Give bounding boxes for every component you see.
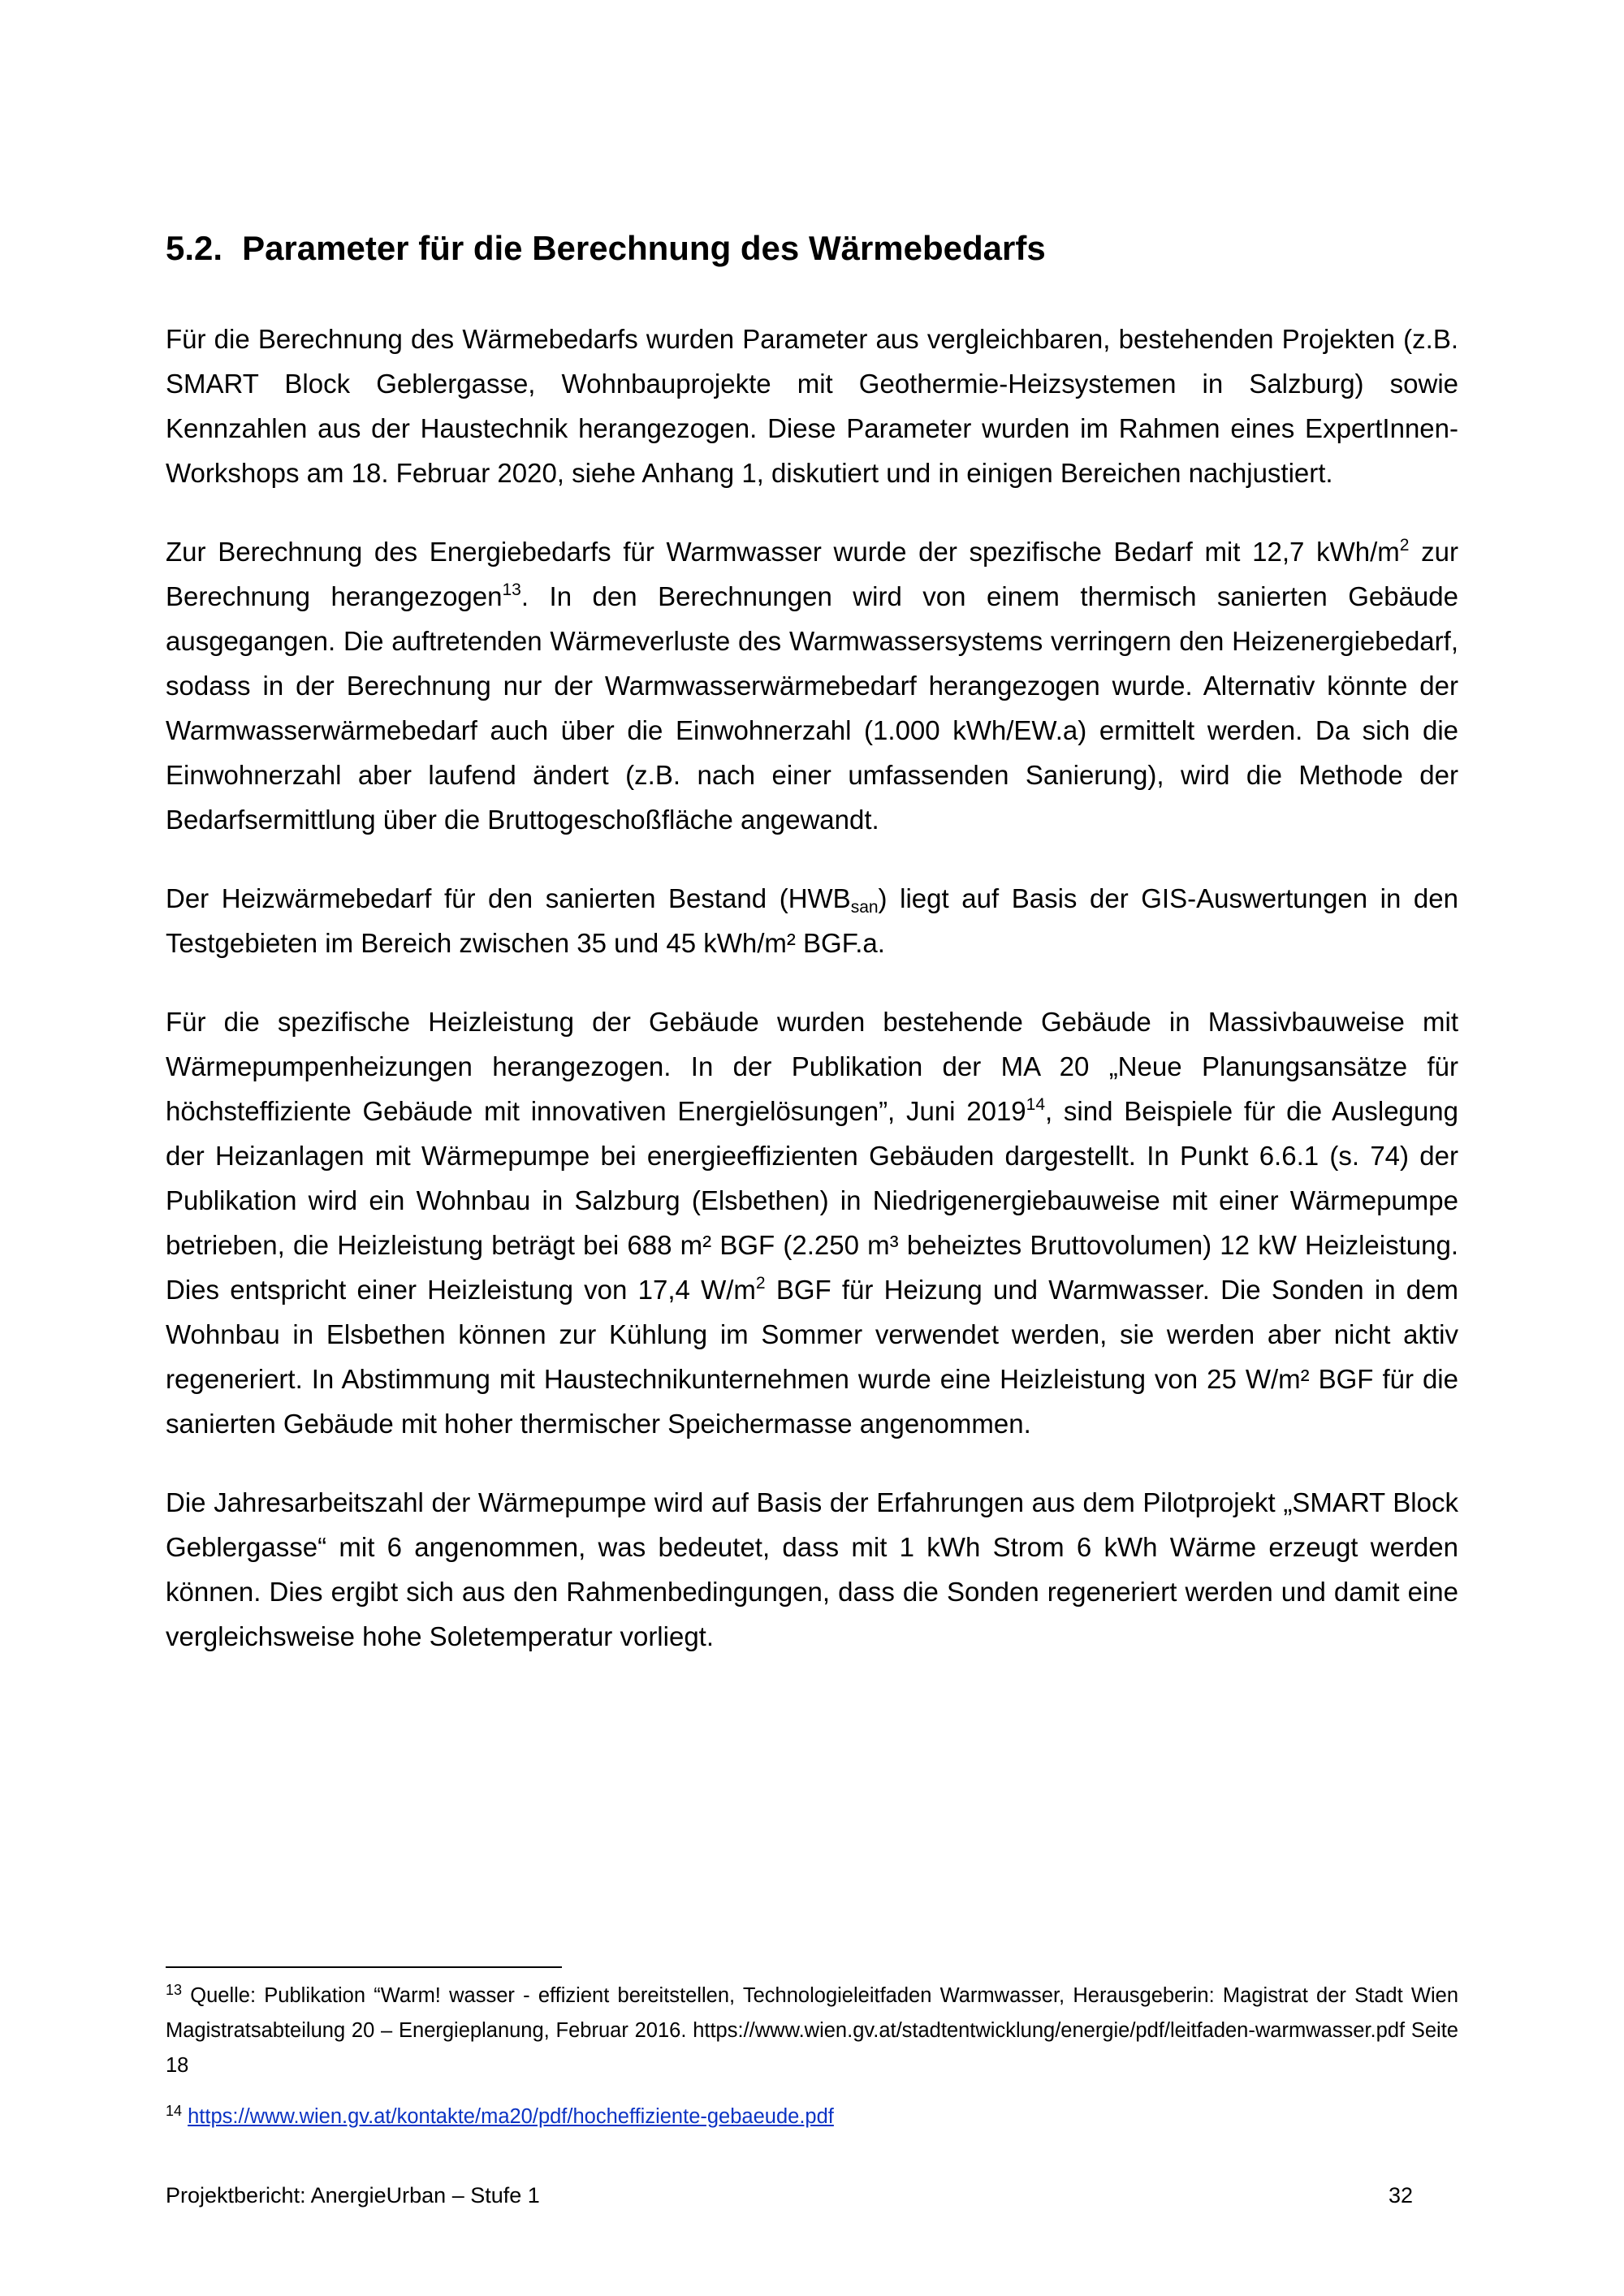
body-text <box>166 317 1458 1693</box>
footnote-13-text: Quelle: Publikation “Warm! wasser - effizient bereitstellen, Technologieleitfaden Warmwasser, Herausgeberin: Magistrat der Stadt Wien Magistratsabteilung 20 – Energieplanung, Februar 2016. https://www.wien.gv.at/stadtentwicklung/energie/pdf/leitfaden-warmwasser.pdf Seite 18 <box>166 1984 1458 2077</box>
footnote-14-link[interactable]: https://www.wien.gv.at/kontakte/ma20/pdf/hocheffiziente-gebaeude.pdf <box>188 2105 834 2128</box>
superscript-2: 2 <box>1399 536 1410 555</box>
section-title: Parameter für die Berechnung des Wärmebedarfs <box>242 229 1046 267</box>
section-heading <box>166 229 1046 268</box>
paragraph-3-text-b: ) liegt auf Basis der GIS-Auswertungen in den Testgebieten im Bereich zwischen 35 und 45 kWh/m² BGF.a. <box>166 883 1458 958</box>
subscript-san: san <box>850 898 879 917</box>
paragraph-4 <box>166 999 1458 1446</box>
paragraph-3-text-a: Der Heizwärmebedarf für den sanierten Bestand (HWB <box>166 883 851 913</box>
paragraph-4-text-b: , sind Beispiele für die Auslegung der Heizanlagen mit Wärmepumpe bei energieeffizienten Gebäuden dargestellt. In Punkt 6.6.1 (s. 74) der Publikation wird ein Wohnbau in Salzburg (Elsbethen) in Niedrigenergiebauweise mit einer Wärmepumpe betrieben, die Heizleistung beträgt bei 688 m² BGF (2.250 m³ beheiztes Bruttovolumen) 12 kW Heizleistung. Dies entspricht einer Heizleistung von 17,4 W/m <box>166 1096 1459 1305</box>
page-number: 32 <box>1388 2183 1413 2208</box>
footnotes <box>166 1979 1458 2151</box>
footnote-14 <box>166 2100 1458 2134</box>
paragraph-2-text-a: Zur Berechnung des Energiebedarfs für Warmwasser wurde der spezifische Bedarf mit 12,7 kWh/m <box>166 537 1400 567</box>
superscript-2: 2 <box>755 1274 766 1293</box>
paragraph-3 <box>166 876 1458 965</box>
footer-report-title: Projektbericht: AnergieUrban – Stufe 1 <box>166 2183 540 2208</box>
paragraph-2 <box>166 529 1458 842</box>
footnote-divider <box>166 1966 562 1968</box>
footnote-13 <box>166 1979 1458 2083</box>
section-number: 5.2. <box>166 229 223 267</box>
footnote-mark-14: 14 <box>166 2103 183 2119</box>
paragraph-2-text-b: zur Berechnung herangezogen <box>166 537 1458 611</box>
paragraph-4-text-a: Für die spezifische Heizleistung der Gebäude wurden bestehende Gebäude in Massivbauweise mit Wärmepumpenheizungen herangezogen. In der Publikation der MA 20 „Neue Planungsansätze für höchsteffiziente Gebäude mit innovativen Energielösungen”, Juni 2019 <box>166 1007 1458 1126</box>
paragraph-1: Für die Berechnung des Wärmebedarfs wurden Parameter aus vergleichbaren, bestehenden Projekten (z.B. SMART Block Geblergasse, Wohnbauprojekte mit Geothermie-Heizsystemen in Salzburg) sowie Kennzahlen aus der Haustechnik herangezogen. Diese Parameter wurden im Rahmen eines ExpertInnen-Workshops am 18. Februar 2020, siehe Anhang 1, diskutiert und in einigen Bereichen nachjustiert. <box>166 324 1458 488</box>
paragraph-4-text-c: BGF für Heizung und Warmwasser. Die Sonden in dem Wohnbau in Elsbethen können zur Kühlung im Sommer verwendet werden, sie werden aber nicht aktiv regeneriert. In Abstimmung mit Haustechnikunternehmen wurde eine Heizleistung von 25 W/m² BGF für die sanierten Gebäude mit hoher thermischer Speichermasse angenommen. <box>166 1275 1458 1439</box>
paragraph-2-text-c: . In den Berechnungen wird von einem thermisch sanierten Gebäude ausgegangen. Die auftretenden Wärmeverluste des Warmwassersystems verringern den Heizenergiebedarf, sodass in der Berechnung nur der Warmwasserwärmebedarf herangezogen wurde. Alternativ könnte der Warmwasserwärmebedarf auch über die Einwohnerzahl (1.000 kWh/EW.a) ermittelt werden. Da sich die Einwohnerzahl aber laufend ändert (z.B. nach einer umfassenden Sanierung), wird die Methode der Bedarfsermittlung über die Bruttogeschoßfläche angewandt. <box>166 581 1458 835</box>
footnote-mark-13: 13 <box>166 1982 183 1998</box>
footnote-ref-14: 14 <box>1026 1095 1046 1114</box>
paragraph-5: Die Jahresarbeitszahl der Wärmepumpe wird auf Basis der Erfahrungen aus dem Pilotprojekt „SMART Block Geblergasse“ mit 6 angenommen, was bedeutet, dass mit 1 kWh Strom 6 kWh Wärme erzeugt werden können. Dies ergibt sich aus den Rahmenbedingungen, dass die Sonden regeneriert werden und damit eine vergleichsweise hohe Soletemperatur vorliegt. <box>166 1487 1458 1651</box>
footnote-ref-13: 13 <box>502 580 521 599</box>
